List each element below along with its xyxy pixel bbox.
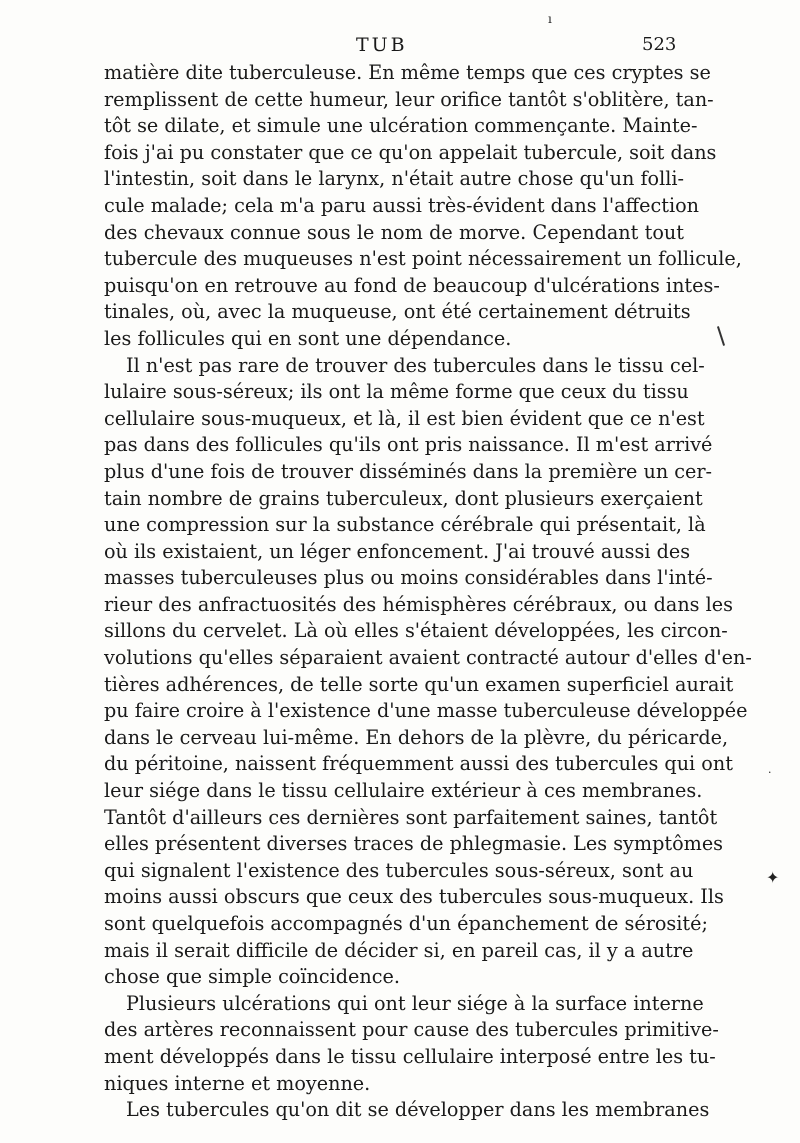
ink-speck: · [768,766,772,779]
text-line: dans le cerveau lui-même. En dehors de la plèvre, du péricarde, [104,725,729,749]
print-speck: ı [548,12,552,26]
text-line: cellulaire sous-muqueux, et là, il est bien évident que ce n'est [104,406,705,430]
text-line: Tantôt d'ailleurs ces dernières sont parfaitement saines, tantôt [104,805,718,829]
text-line: tières adhérences, de telle sorte qu'un examen superficiel aurait [104,672,734,696]
text-line: tinales, où, avec la muqueuse, ont été certainement détruits [104,300,691,324]
text-line: cule malade; cela m'a paru aussi très-évident dans l'affection [104,193,700,217]
body-text [104,60,752,1124]
ink-blot: ✦ [766,868,780,887]
page-number: 523 [642,34,677,55]
text-line: lulaire sous-séreux; ils ont la même forme que ceux du tissu [104,380,689,404]
text-line: fois j'ai pu constater que ce qu'on appelait tubercule, soit dans [104,140,717,164]
text-line: l'intestin, soit dans le larynx, n'était autre chose qu'un folli- [104,167,684,191]
text-line: sont quelquefois accompagnés d'un épanchement de sérosité; [104,912,708,935]
text-line: une compression sur la substance cérébrale qui présentait, là [104,513,706,537]
text-line: des chevaux connue sous le nom de morve. Cependant tout [104,220,684,244]
paragraph-end-line: niques interne et moyenne. [104,1071,371,1095]
text-line: leur siége dans le tissu cellulaire extérieur à ces membranes. [104,779,703,803]
text-line: sillons du cervelet. Là où elles s'étaient développées, les circon- [104,619,728,643]
text-line: elles présentent diverses traces de phlegmasie. Les symptômes [104,832,724,856]
paragraph-start-line: Les tubercules qu'on dit se développer dans les membranes [126,1098,710,1122]
running-head [0,34,800,58]
text-line: remplissent de cette humeur, leur orifice tantôt s'oblitère, tan- [104,87,714,111]
margin-stroke [717,326,725,346]
text-line: pu faire croire à l'existence d'une masse tuberculeuse développée [104,699,748,723]
text-line: moins aussi obscurs que ceux des tubercules sous-muqueux. Ils [104,885,724,909]
paragraph-start-line: Il n'est pas rare de trouver des tubercules dans le tissu cel- [126,353,705,377]
text-line: du péritoine, naissent fréquemment aussi des tubercules qui ont [104,752,733,776]
paragraph-end-line: chose que simple coïncidence. [104,965,400,989]
text-line: ment développés dans le tissu cellulaire interposé entre les tu- [104,1044,716,1068]
text-line: qui signalent l'existence des tubercules sous-séreux, sont au [104,858,694,882]
text-line: des artères reconnaissent pour cause des tubercules primitive- [104,1018,719,1042]
paragraph-start-line: Plusieurs ulcérations qui ont leur siége à la surface interne [126,991,704,1015]
text-line: puisqu'on en retrouve au fond de beaucoup d'ulcérations intes- [104,273,720,297]
text-line: masses tuberculeuses plus ou moins considérables dans l'inté- [104,566,713,590]
running-title: TUB [356,34,408,56]
text-line: volutions qu'elles séparaient avaient contracté autour d'elles d'en- [104,646,752,670]
text-line: tubercule des muqueuses n'est point nécessairement un follicule, [104,247,742,271]
text-line: rieur des anfractuosités des hémisphères cérébraux, ou dans les [104,592,733,616]
paragraph-end-line: les follicules qui en sont une dépendance. [104,326,512,350]
text-line: tôt se dilate, et simule une ulcération commençante. Mainte- [104,114,698,138]
text-line: mais il serait difficile de décider si, en pareil cas, il y a autre [104,938,694,962]
text-line: matière dite tuberculeuse. En même temps que ces cryptes se [104,61,711,84]
text-line: pas dans des follicules qu'ils ont pris naissance. Il m'est arrivé [104,433,713,457]
text-line: tain nombre de grains tuberculeux, dont plusieurs exerçaient [104,486,703,510]
text-line: plus d'une fois de trouver disséminés dans la première un cer- [104,459,713,483]
text-line: où ils existaient, un léger enfoncement. J'ai trouvé aussi des [104,539,691,563]
